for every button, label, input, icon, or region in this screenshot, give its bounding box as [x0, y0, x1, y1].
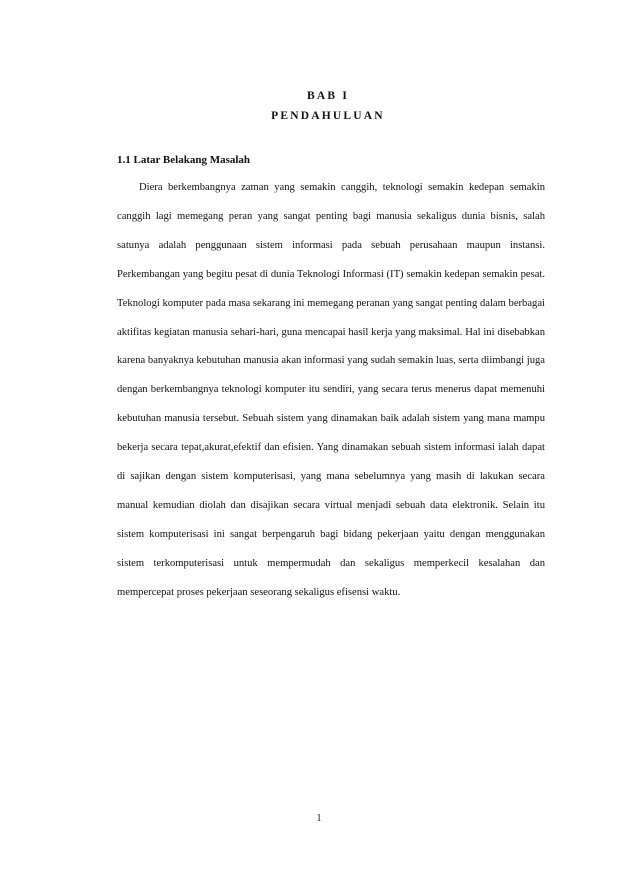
- page-number: 1: [316, 813, 322, 824]
- chapter-number: BAB I: [307, 90, 349, 102]
- body-paragraph: Diera berkembangnya zaman yang semakin canggih, teknologi semakin kedepan semakin canggih lagi memegang peran yang sangat penting bagi manusia sekaligus dunia bisnis, salah satunya adalah penggunaan sistem informasi pada sebuah perusahaan maupun instansi. Perkembangan yang begitu pesat di dunia Teknologi Informasi (IT) semakin kedepan semakin pesat. Teknologi komputer pada masa sekarang ini memegang peranan yang sangat penting dalam berbagai aktifitas kegiatan manusia sehari-hari, guna mencapai hasil kerja yang maksimal. Hal ini disebabkan karena banyaknya kebutuhan manusia akan informasi yang sudah semakin luas, serta diimbangi juga dengan berkembangnya teknologi komputer itu sendiri, yang secara terus menerus dapat memenuhi kebutuhan manusia tersebut. Sebuah sistem yang dinamakan baik adalah sistem yang mana mampu bekerja secara tepat,akurat,efektif dan efisien. Yang dinamakan sebuah sistem informasi ialah dapat di sajikan dengan sistem komputerisasi, yang mana sebelumnya yang masih di lakukan secara manual kemudian diolah dan disajikan secara virtual menjadi sebuah data elektronik. Selain itu sistem komputerisasi ini sangat berpengaruh bagi bidang pekerjaan yaitu dengan menggunakan sistem terkomputerisasi untuk mempermudah dan sekaligus memperkecil kesalahan dan mempercepat proses pekerjaan seseorang sekaligus efisensi waktu.: [117, 182, 545, 598]
- chapter-title: PENDAHULUAN: [271, 110, 385, 122]
- section-heading: 1.1 Latar Belakang Masalah: [117, 154, 251, 166]
